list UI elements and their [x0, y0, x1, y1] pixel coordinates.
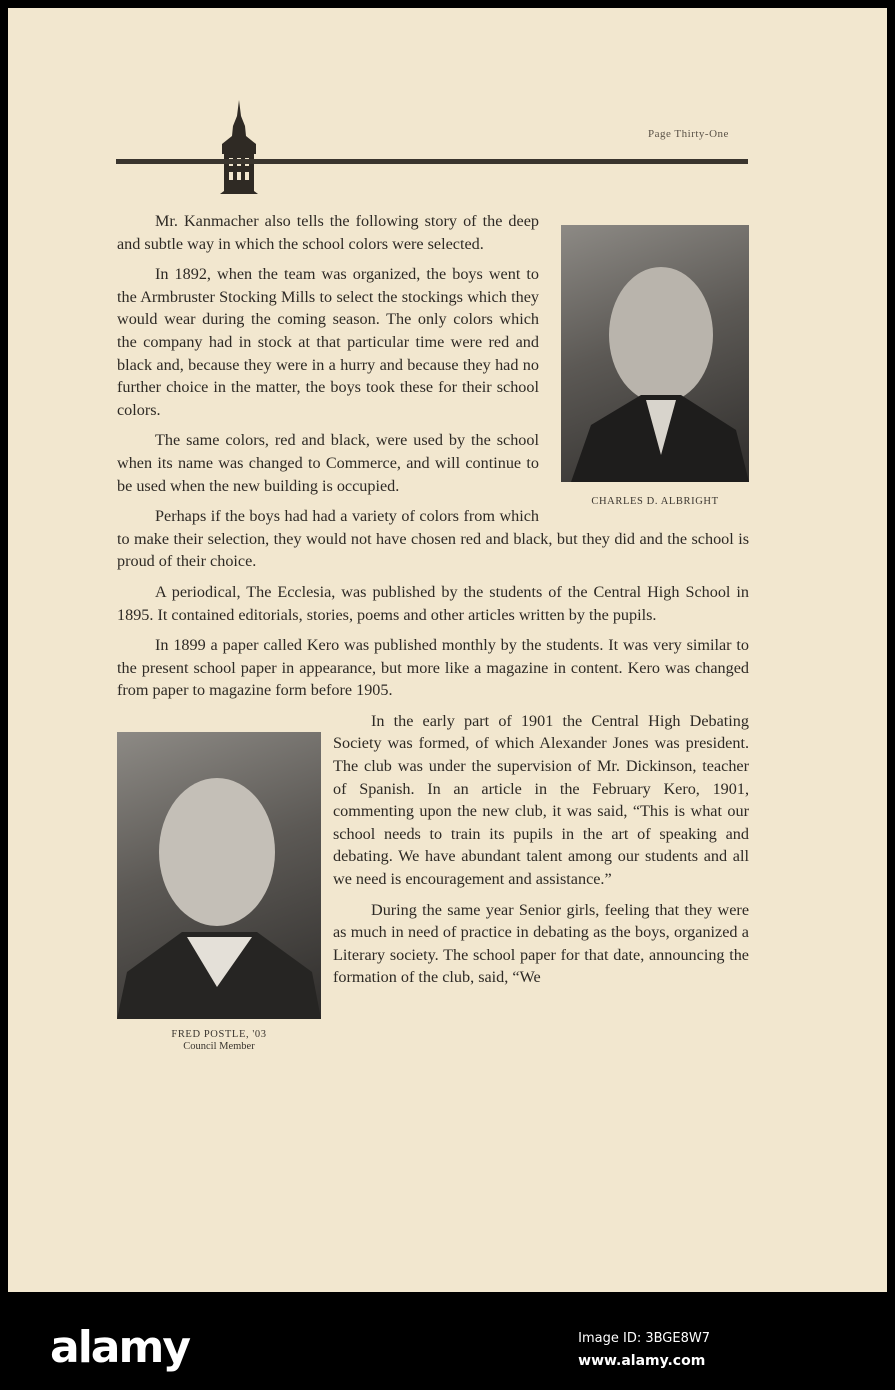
photo-caption: CHARLES D. ALBRIGHT	[591, 496, 719, 507]
paragraph: During the same year Senior girls, feeling that they were as much in need of practice in debating as the boys, organized a Literary society. The school paper for that date, announcing the formation of the club, said, “We	[333, 900, 749, 987]
paragraph: In 1892, when the team was organized, the boys went to the Armbruster Stocking Mills to select the stockings which they would wear during the coming season. The only colors which the company had in stock at that particular time were red and black and, because they were in a hurry and because they had no further choice in the matter, the boys took these for their school colors.	[117, 265, 539, 419]
header-rule	[116, 159, 748, 164]
portrait-photo-charles-albright	[561, 225, 749, 482]
tower-emblem-icon	[208, 96, 270, 196]
figure-fred-postle	[117, 732, 321, 1053]
paragraph: In 1899 a paper called Kero was published monthly by the students. It was very similar to the present school paper in appearance, but more like a magazine in content. Kero was changed from paper to magazine form before 1905.	[117, 636, 749, 700]
figure-charles-albright	[561, 225, 749, 508]
image-info	[578, 1328, 710, 1372]
paragraph: In the early part of 1901 the Central High Debating Society was formed, of which Alexander Jones was president. The club was under the supervision of Mr. Dickinson, teacher of Spanish. In an article in the February Kero, 1901, commenting upon the new club, it was said, “This is what our school needs to train its pupils in the art of speaking and debating. We have abundant talent among our students and all we need is encouragement and assistance.”	[333, 711, 749, 889]
image-id: Image ID: 3BGE8W7	[578, 1331, 710, 1346]
paragraph: A periodical, The Ecclesia, was published by the students of the Central High School in 1895. It contained editorials, stories, poems and other articles written by the pupils.	[117, 582, 749, 624]
photo-subcaption: Council Member	[183, 1040, 255, 1052]
portrait-photo-fred-postle	[117, 732, 321, 1019]
document-page	[8, 8, 887, 1292]
paragraph: Mr. Kanmacher also tells the following story of the deep and subtle way in which the school colors were selected.	[117, 212, 539, 253]
site-url: www.alamy.com	[578, 1353, 706, 1369]
page-number: Page Thirty-One	[648, 128, 729, 140]
alamy-logo: alamy	[50, 1322, 189, 1373]
paragraph: Perhaps if the boys had had a variety of colors from which to make their selection, they would not have chosen red and black, but they did and the school is proud of their choice.	[117, 507, 749, 571]
photo-caption: FRED POSTLE, '03	[171, 1028, 267, 1040]
paragraph: The same colors, red and black, were used by the school when its name was changed to Commerce, and will continue to be used when the new building is occupied.	[117, 431, 539, 495]
stock-footer	[0, 1292, 895, 1390]
text-flow	[117, 210, 749, 1057]
